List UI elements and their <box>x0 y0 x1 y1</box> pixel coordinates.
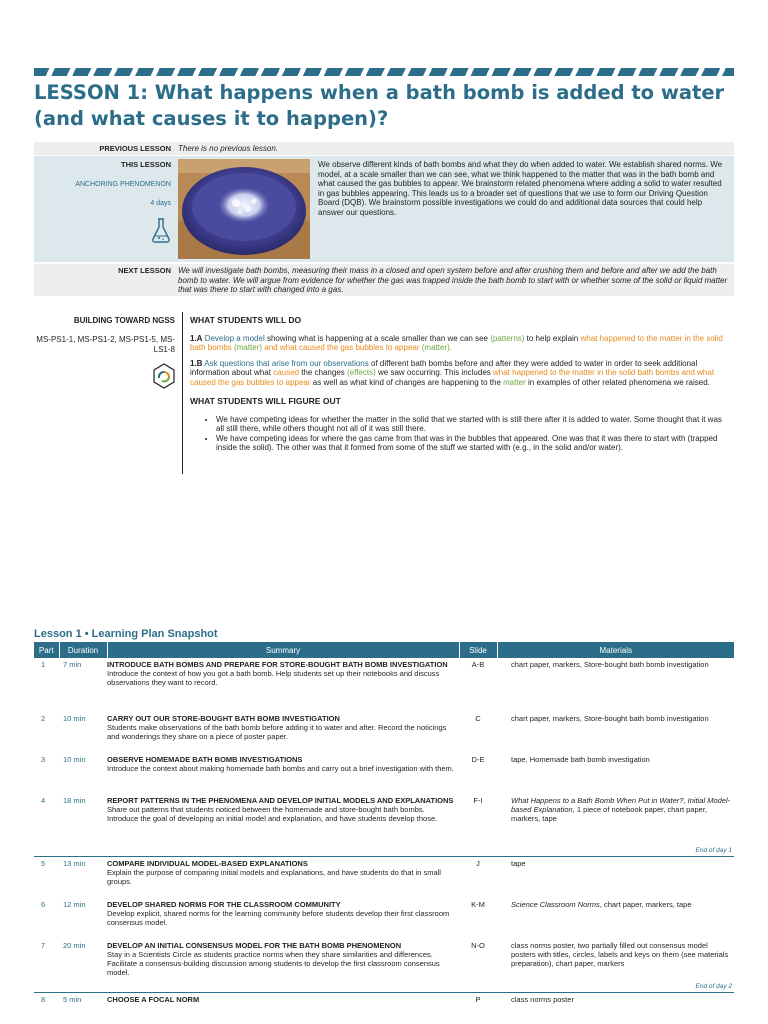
this-lesson-row <box>34 156 734 262</box>
dci-text: what happened to the matter in the solid bath bombs and what caused the gas bubbles to appear <box>190 368 715 387</box>
slide-cell: K-M <box>471 899 485 909</box>
previous-lesson-text: There is no previous lesson. <box>178 144 279 153</box>
materials-italic: What Happens to a Bath Bomb When Put in Water?, Initial Model-based Explanation, <box>511 796 731 814</box>
duration-cell: 12 min <box>63 899 86 909</box>
materials-cell: class norms poster <box>511 994 574 1004</box>
header-materials: Materials <box>497 642 734 658</box>
materials-cell <box>497 794 734 844</box>
table-row <box>34 992 734 1008</box>
summary-title: DEVELOP SHARED NORMS FOR THE CLASSROOM COMMUNITY <box>107 899 341 909</box>
part-cell: 6 <box>41 899 46 909</box>
duration-cell: 10 min <box>63 755 86 764</box>
crosscutting-text: matter <box>503 377 526 387</box>
duration-cell: 5 min <box>63 994 82 1004</box>
crosscutting-text: (matter). <box>421 343 452 352</box>
summary-text: Explain the purpose of comparing initial models and explanations, and have students do that in small groups. <box>107 868 441 886</box>
practice-text: Develop a model <box>204 333 265 343</box>
materials-cell <box>497 898 734 939</box>
summary-cell <box>107 712 459 753</box>
section-divider <box>182 312 183 474</box>
summary-title: CARRY OUT OUR STORE-BOUGHT BATH BOMB INVESTIGATION <box>107 714 340 723</box>
part-cell: 8 <box>41 994 46 1004</box>
summary-cell <box>107 992 459 1008</box>
header-duration: Duration <box>59 642 107 658</box>
previous-lesson-label: PREVIOUS LESSON <box>99 144 171 153</box>
table-row <box>34 898 734 939</box>
performance-objective-1a <box>190 334 730 353</box>
summary-cell <box>107 658 459 712</box>
end-of-day-row <box>34 844 734 857</box>
summary-title: OBSERVE HOMEMADE BATH BOMB INVESTIGATIONS <box>107 755 303 764</box>
materials-text: 1 piece of notebook paper, chart paper, markers, tape <box>511 805 707 823</box>
duration-cell: 20 min <box>63 940 86 950</box>
previous-lesson-row <box>34 142 734 155</box>
materials-text: , chart paper, markers, tape <box>599 899 692 909</box>
summary-title: REPORT PATTERNS IN THE PHENOMENA AND DEVELOP INITIAL MODELS AND EXPLANATIONS <box>107 796 454 805</box>
duration-cell: 7 min <box>63 660 82 669</box>
bath-bomb-photo <box>178 159 310 259</box>
dci-text: caused <box>273 368 299 377</box>
summary-title: CHOOSE A FOCAL NORM <box>107 994 200 1004</box>
table-header-row <box>34 642 734 658</box>
performance-objective-1b <box>190 359 730 388</box>
summary-cell <box>107 753 459 794</box>
part-cell: 1 <box>41 660 46 669</box>
end-of-day-1: End of day 1 <box>34 844 734 857</box>
end-of-day-2: End of day 2 <box>34 980 734 993</box>
slide-cell: F-I <box>473 796 483 805</box>
anchoring-phenomenon-label: ANCHORING PHENOMENON <box>75 181 171 188</box>
part-cell: 3 <box>41 755 46 764</box>
header-summary: Summary <box>107 642 459 658</box>
part-cell: 5 <box>41 859 46 868</box>
title-dash-bar <box>34 68 734 76</box>
materials-italic: Science Classroom Norms <box>511 899 600 909</box>
summary-title: INTRODUCE BATH BOMBS AND PREPARE FOR STORE-BOUGHT BATH BOMB INVESTIGATION <box>107 660 448 669</box>
summary-text: Introduce the context about making homemade bath bombs and carry out a brief investigation with them. <box>107 764 454 773</box>
slide-cell: J <box>476 859 480 868</box>
duration-cell: 18 min <box>63 796 86 805</box>
po-text: showing what is happening at a scale smaller than we can see <box>264 333 491 343</box>
crosscutting-text: (effects) <box>347 368 376 377</box>
table-row <box>34 712 734 753</box>
slide-cell: P <box>475 994 481 1004</box>
summary-cell <box>107 857 459 898</box>
table-row <box>34 794 734 844</box>
crosscutting-text: (patterns) <box>490 333 525 343</box>
dci-text: and what caused the gas bubbles to appear <box>264 343 420 352</box>
figure-out-item: • We have competing ideas for where the gas came from that was in the bubbles that appeared. One was that it was there to start with (trapped inside the solid). The other was that it formed from some of the stuff we started with (e.g., in the solid and/or water). <box>216 434 730 453</box>
flask-icon <box>150 217 172 243</box>
header-part: Part <box>34 642 59 658</box>
summary-text: Introduce the context of how you got a bath bomb. Help students set up their notebooks and discuss observations they want to record. <box>107 669 440 687</box>
po-text: we saw occurring. This includes <box>375 368 493 377</box>
crosscutting-text: (matter) <box>234 343 263 352</box>
figure-out-heading: WHAT STUDENTS WILL FIGURE OUT <box>190 396 341 406</box>
materials-cell: chart paper, markers, Store-bought bath bomb investigation <box>511 714 709 723</box>
end-of-day-row <box>34 980 734 993</box>
lesson-title: LESSON 1: What happens when a bath bomb is added to water (and what causes it to happen)? <box>34 81 725 130</box>
crosscutting-hexagon-icon <box>152 363 176 389</box>
table-row <box>34 753 734 794</box>
next-lesson-label: NEXT LESSON <box>118 266 171 275</box>
summary-text: Share out patterns that students noticed between the homemade and store-bought bath bombs. Introduce the goal of developing an initial model and explanation, and have students develop those. <box>107 805 438 823</box>
learning-plan-table <box>34 642 734 1008</box>
dci-text: what happened to the matter in the solid bath bombs <box>190 333 723 352</box>
summary-cell <box>107 794 459 844</box>
this-lesson-label: THIS LESSON <box>120 160 171 169</box>
po-text: to help explain <box>524 333 581 343</box>
table-row <box>34 939 734 980</box>
materials-cell: tape <box>511 859 526 868</box>
part-cell: 2 <box>41 714 46 723</box>
figure-out-item: • We have competing ideas for whether the matter in the solid that we started with is still there after it is added to water. Some thought that it was all still there, while others thought not all of it was still there. <box>216 415 730 434</box>
summary-cell <box>107 898 459 939</box>
next-lesson-row <box>34 264 734 296</box>
this-lesson-text: We observe different kinds of bath bombs and what they do when added to water. We establish shared norms. We model, at a scale smaller than we can see, what we think happened to the matter that was in the bath bomb and what caused the gas bubbles to appear. We brainstorm related phenomena where adding a solid to water resulted in gas bubbles appearing. This leads us to a broader set of questions that we use to form our Driving Question Board (DQB). We brainstorm possible investigations we could do and additional data sources that could help answer our questions. <box>318 160 723 217</box>
summary-text: Develop explicit, shared norms for the learning community before students develop their first classroom consensus model. <box>107 908 450 927</box>
figure-out-list <box>216 415 730 453</box>
po-text: as well as what kind of changes are happening to the <box>310 377 504 387</box>
ngss-heading: BUILDING TOWARD NGSS <box>73 316 175 325</box>
po-1a-number: 1.A <box>190 333 203 343</box>
table-row <box>34 857 734 898</box>
summary-text: Stay in a Scientists Circle as students practice norms when they share similarities and differences. Facilitate a consensus-building discussion among students to develop the first classroom consensus model. <box>107 949 440 977</box>
summary-cell <box>107 939 459 980</box>
materials-cell: class norms poster, two partially filled out consensus model posters with titles, circles, labels and keys on them (see materials preparation), chart paper, markers <box>511 940 729 968</box>
duration-cell: 10 min <box>63 714 86 723</box>
snapshot-title: Lesson 1 • Learning Plan Snapshot <box>34 628 218 640</box>
duration-cell: 13 min <box>63 859 86 868</box>
lesson-days: 4 days <box>150 200 171 207</box>
part-cell: 7 <box>41 940 46 950</box>
summary-text: Students make observations of the bath bomb before adding it to water and after. Record the noticings and wonderings they share on a piece of poster paper. <box>107 723 447 741</box>
table-row <box>34 658 734 712</box>
po-1b-number: 1.B <box>190 358 203 368</box>
materials-cell: chart paper, markers, Store-bought bath bomb investigation <box>511 660 709 669</box>
po-text: of different bath bombs before and after they were added to water in order to seek additional information about what <box>190 358 698 377</box>
slide-cell: D-E <box>471 755 485 764</box>
header-slide: Slide <box>459 642 497 658</box>
part-cell: 4 <box>41 796 46 805</box>
ngss-codes: MS-PS1-1, MS-PS1-2, MS-PS1-5, MS-LS1-8 <box>36 335 175 354</box>
slide-cell: C <box>475 714 481 723</box>
what-students-will-do <box>190 316 730 453</box>
slide-cell: A-B <box>471 660 485 669</box>
po-text: in examples of other related phenomena we raised. <box>525 377 710 387</box>
summary-title: COMPARE INDIVIDUAL MODEL-BASED EXPLANATIONS <box>107 859 308 868</box>
po-text: the changes <box>298 368 348 377</box>
wswd-heading: WHAT STUDENTS WILL DO <box>190 315 302 325</box>
slide-cell: N-O <box>471 940 485 950</box>
practice-text: Ask questions that arise from our observations <box>204 358 369 368</box>
summary-title: DEVELOP AN INITIAL CONSENSUS MODEL FOR THE BATH BOMB PHENOMENON <box>107 940 402 950</box>
next-lesson-text: We will investigate bath bombs, measuring their mass in a closed and open system before and after crushing them and before and after we add the bath bomb to water. We will argue from evidence for whether the gas was trapped inside the bath bomb to start with or whether some of the solid or liquid matter that was there to start with changed into a gas. <box>178 266 728 294</box>
materials-cell: tape, Homemade bath bomb investigation <box>511 755 650 764</box>
